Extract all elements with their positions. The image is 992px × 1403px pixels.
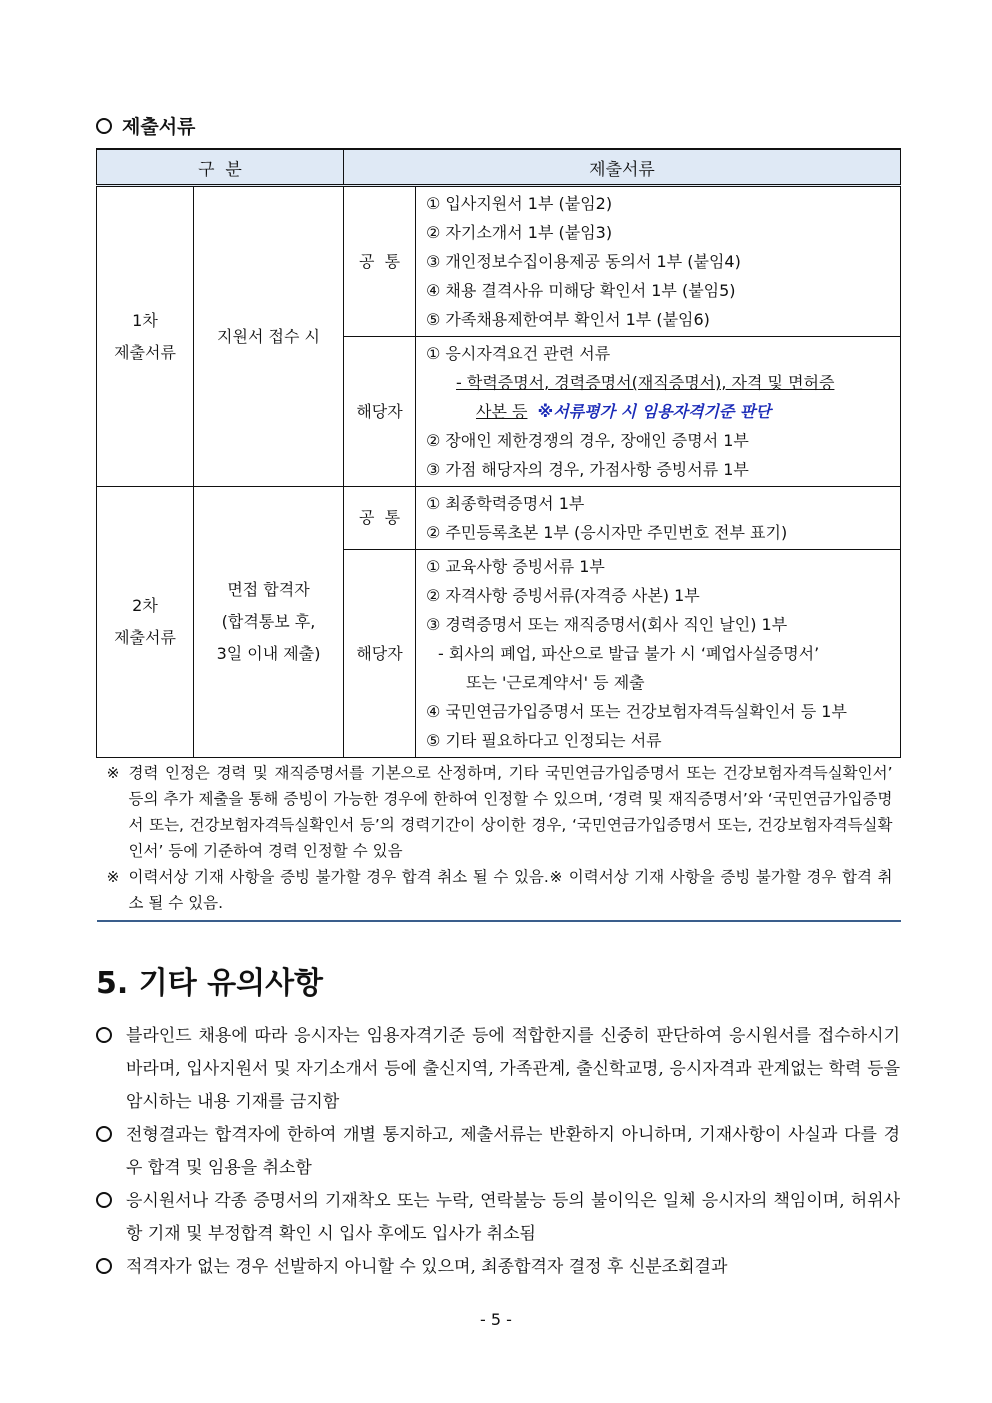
note-mark: ※	[106, 764, 120, 782]
circle-bullet-icon	[96, 118, 112, 134]
stage-2-cell: 2차 제출서류	[97, 487, 194, 758]
submission-docs-title: 제출서류	[122, 116, 196, 138]
list-subitem: 또는 '근로계약서' 등 제출	[466, 673, 645, 692]
stage-1-common-label: 공 통	[344, 186, 416, 337]
list-item	[96, 1251, 900, 1284]
table-notes	[97, 758, 901, 922]
list-item: ② 장애인 제한경쟁의 경우, 장애인 증명서 1부	[426, 431, 749, 450]
note-mark: ※	[106, 868, 120, 886]
header-documents: 제출서류	[344, 149, 901, 186]
subitem-text: - 학력증명서, 경력증명서(재직증명서), 자격 및 면허증	[456, 373, 835, 392]
list-item: ① 최종학력증명서 1부	[426, 494, 585, 513]
circle-bullet-icon	[96, 1258, 112, 1274]
table-notes-row	[97, 758, 901, 922]
notice-text: 적격자가 없는 경우 선발하지 아니할 수 있으며, 최종합격자 결정 후 신분조회결과	[126, 1257, 728, 1277]
table-row	[97, 186, 901, 337]
stage-1-applicable-items	[416, 337, 901, 487]
list-item: ② 자격사항 증빙서류(자격증 사본) 1부	[426, 586, 700, 605]
submission-docs-heading	[96, 112, 195, 139]
stage-1-common-items	[416, 186, 901, 337]
note-item	[107, 760, 893, 864]
table-row	[97, 487, 901, 550]
list-item: ⑤ 기타 필요하다고 인정되는 서류	[426, 731, 662, 750]
list-subitem	[426, 368, 892, 397]
list-item	[96, 1185, 900, 1251]
section-5-title: 5. 기타 유의사항	[96, 966, 324, 1001]
list-item: ⑤ 가족채용제한여부 확인서 1부 (붙임6)	[426, 310, 710, 329]
list-item: ① 교육사항 증빙서류 1부	[426, 557, 605, 576]
circle-bullet-icon	[96, 1126, 112, 1142]
note-item	[107, 864, 893, 916]
circle-bullet-icon	[96, 1192, 112, 1208]
list-item: ④ 채용 결격사유 미해당 확인서 1부 (붙임5)	[426, 281, 736, 300]
stage-2-applicable-items	[416, 550, 901, 758]
page-number: - 5 -	[480, 1310, 512, 1329]
stage-2-common-label: 공 통	[344, 487, 416, 550]
stage-2-common-items	[416, 487, 901, 550]
stage-2-timing: 면접 합격자 (합격통보 후, 3일 이내 제출)	[194, 487, 344, 758]
list-item: ③ 가점 해당자의 경우, 가점사항 증빙서류 1부	[426, 460, 749, 479]
header-category: 구 분	[97, 149, 344, 186]
list-item: ② 자기소개서 1부 (붙임3)	[426, 223, 613, 242]
circle-bullet-icon	[96, 1027, 112, 1043]
stage-1-timing: 지원서 접수 시	[194, 186, 344, 487]
submission-docs-table	[96, 148, 901, 922]
stage-1-cell: 1차 제출서류	[97, 186, 194, 487]
list-item: ② 주민등록초본 1부 (응시자만 주민번호 전부 표기)	[426, 523, 788, 542]
notice-text: 응시원서나 각종 증명서의 기재착오 또는 누락, 연락불능 등의 불이익은 일체 응시자의 책임이며, 허위사항 기재 및 부정합격 확인 시 입사 후에도 입사가 취소됨	[126, 1191, 900, 1244]
subitem-text: 사본 등	[476, 402, 528, 421]
note-text: 이력서상 기재 사항을 증빙 불가할 경우 합격 취소 될 수 있음.※ 이력서상 기재 사항을 증빙 불가할 경우 합격 취소 될 수 있음.	[128, 868, 893, 912]
list-subitem: - 회사의 폐업, 파산으로 발급 불가 시 ‘폐업사실증명서’	[438, 644, 820, 663]
notice-list	[96, 1020, 900, 1284]
note-text: 경력 인정은 경력 및 재직증명서를 기본으로 산정하며, 기타 국민연금가입증명서 또는 건강보험자격득실확인서’ 등의 추가 제출을 통해 증빙이 가능한 경우에 한하여 인정할 수 있으며, ‘경력 및 재직증명서’와 ‘국민연금가입증명서 또는, 건강보험자격득실확인서 등’의 경력기간이 상이한 경우, ‘국민연금가입증명서 또는, 건강보험자격득실확인서’ 등에 기준하여 경력 인정할 수 있음	[128, 764, 893, 860]
list-item: ③ 경력증명서 또는 재직증명서(회사 직인 날인) 1부	[426, 615, 788, 634]
table-header-row	[97, 149, 901, 186]
notice-text: 블라인드 채용에 따라 응시자는 임용자격기준 등에 적합한지를 신중히 판단하여 응시원서를 접수하시기 바라며, 입사지원서 및 자기소개서 등에 출신지역, 가족관계, 출신학교명, 응시자격과 관계없는 학력 등을 암시하는 내용 기재를 금지함	[126, 1026, 900, 1112]
list-item: ① 응시자격요건 관련 서류	[426, 344, 611, 363]
evaluation-note: ※서류평가 시 임용자격기준 판단	[537, 402, 771, 421]
list-item: ① 입사지원서 1부 (붙임2)	[426, 194, 613, 213]
list-item	[96, 1020, 900, 1119]
list-item	[96, 1119, 900, 1185]
stage-1-applicable-label: 해당자	[344, 337, 416, 487]
notice-text: 전형결과는 합격자에 한하여 개별 통지하고, 제출서류는 반환하지 아니하며, 기재사항이 사실과 다를 경우 합격 및 임용을 취소함	[126, 1125, 900, 1178]
list-item: ④ 국민연금가입증명서 또는 건강보험자격득실확인서 등 1부	[426, 702, 847, 721]
list-subitem	[426, 397, 892, 426]
list-item: ③ 개인정보수집이용제공 동의서 1부 (붙임4)	[426, 252, 741, 271]
stage-2-applicable-label: 해당자	[344, 550, 416, 758]
